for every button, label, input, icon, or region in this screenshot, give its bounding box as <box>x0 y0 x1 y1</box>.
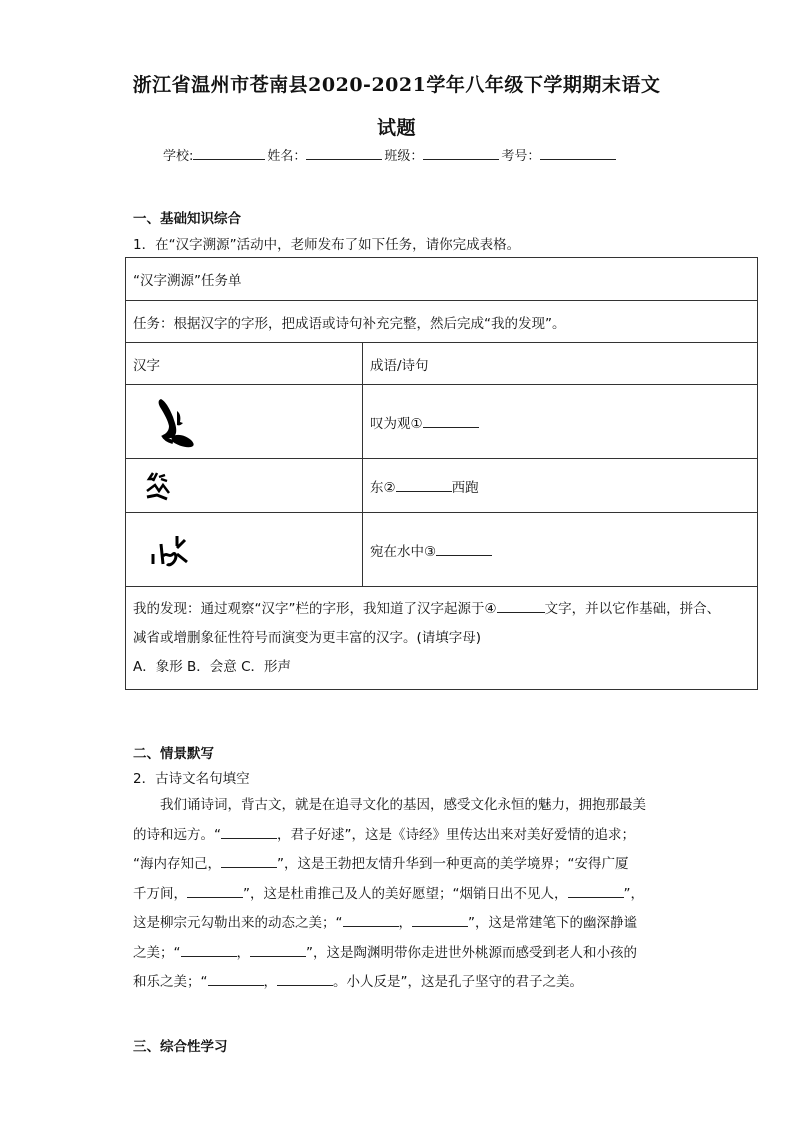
column-header-hanzi: 汉字 <box>126 343 363 385</box>
para-text-4b: ”，这是杜甫推己及人的美好愿望；“烟销日出不见人， <box>243 885 568 902</box>
para-text-3a: “海内存知己， <box>133 856 221 872</box>
para-text-7b: ， <box>263 974 277 990</box>
exam-number-label: 考号： <box>501 149 541 164</box>
poem-blank-7[interactable] <box>181 943 237 957</box>
answer-blank-2[interactable] <box>396 478 452 492</box>
poem-cell-3 <box>363 513 758 587</box>
poem-cell-1 <box>363 385 758 459</box>
answer-blank-4[interactable] <box>497 599 545 613</box>
name-field[interactable] <box>306 147 382 160</box>
para-text-6c: ”，这是陶渊明带你走进世外桃源而感受到老人和小孩的 <box>306 944 637 961</box>
glyph-cell-2 <box>126 459 363 513</box>
poem-blank-6[interactable] <box>412 913 468 927</box>
poem-1-text: 叹为观① <box>370 415 423 432</box>
para-line-6 <box>133 939 665 969</box>
glyph-cell-3 <box>126 513 363 587</box>
class-field[interactable] <box>423 147 499 160</box>
section-3-heading: 三、综合性学习 <box>133 1039 228 1055</box>
school-label: 学校: <box>163 149 194 164</box>
para-text-5b: ， <box>398 915 412 931</box>
exam-title-line-1: 浙江省温州市苍南县2020-2021学年八年级下学期期末语文 <box>132 74 661 96</box>
question-2-paragraph <box>133 791 665 998</box>
poem-blank-2[interactable] <box>221 854 277 868</box>
finding-line-2: 减省或增删象征性符号而演变为更丰富的汉字。(请填字母) <box>133 629 482 646</box>
task-instruction: 任务：根据汉字的字形，把成语或诗句补充完整，然后完成“我的发现”。 <box>126 301 758 343</box>
question-1-text: 1．在“汉字溯源”活动中，老师发布了如下任务，请你完成表格。 <box>133 237 521 253</box>
para-text-4c: ”， <box>623 885 644 902</box>
school-field[interactable] <box>193 147 265 160</box>
para-line-5 <box>133 909 665 939</box>
finding-options: A．象形 B．会意 C．形声 <box>133 658 292 675</box>
poem-blank-8[interactable] <box>250 943 306 957</box>
finding-text-before: 我的发现：通过观察“汉字”栏的字形，我知道了汉字起源于④ <box>133 600 497 617</box>
ancient-character-1-icon <box>147 395 207 449</box>
ancient-character-2-icon <box>141 469 181 503</box>
task-table <box>125 257 758 690</box>
student-info-row <box>163 145 618 164</box>
answer-blank-3[interactable] <box>436 542 492 556</box>
poem-cell-2 <box>363 459 758 513</box>
class-label: 班级： <box>384 149 424 164</box>
task-table-title: “汉字溯源”任务单 <box>126 258 758 301</box>
answer-blank-1[interactable] <box>423 414 479 428</box>
finding-text-after: 文字，并以它作基础，拼合、 <box>544 600 721 617</box>
poem-blank-5[interactable] <box>343 913 399 927</box>
poem-blank-4[interactable] <box>568 884 624 898</box>
para-text-7c: 。小人反是”，这是孔子坚守的君子之美。 <box>333 974 583 990</box>
finding-cell <box>126 587 758 690</box>
para-line-4 <box>133 880 665 910</box>
column-header-poem: 成语/诗句 <box>363 343 758 385</box>
para-text-4a: 千万间， <box>133 885 187 902</box>
exam-number-field[interactable] <box>540 147 616 160</box>
para-text-5a: 这是柳宗元勾勒出来的动态之美；“ <box>133 915 343 931</box>
para-line-2 <box>133 821 665 851</box>
poem-blank-3[interactable] <box>187 884 243 898</box>
para-text-3b: ”，这是王勃把友情升华到一种更高的美学境界；“安得广厦 <box>277 856 629 872</box>
poem-blank-10[interactable] <box>277 972 333 986</box>
exam-title-line-2: 试题 <box>376 117 416 139</box>
para-line-1 <box>133 791 665 821</box>
section-2-heading: 二、情景默写 <box>133 746 214 762</box>
glyph-cell-1 <box>126 385 363 459</box>
para-text-1: 我们诵诗词，背古文，就是在追寻文化的基因，感受文化永恒的魅力，拥抱那最美 <box>160 797 646 813</box>
poem-blank-1[interactable] <box>221 825 277 839</box>
para-text-2b: ，君子好逑”，这是《诗经》里传达出来对美好爱情的追求； <box>277 826 635 843</box>
para-text-5c: ”，这是常建笔下的幽深静谧 <box>468 915 637 931</box>
poem-blank-9[interactable] <box>208 972 264 986</box>
para-line-7 <box>133 968 665 998</box>
para-line-3 <box>133 850 665 880</box>
question-2-text: 2．古诗文名句填空 <box>133 771 250 787</box>
ancient-character-3-icon <box>147 528 197 572</box>
poem-3-text: 宛在水中③ <box>370 543 437 560</box>
finding-line-1 <box>133 595 750 624</box>
poem-2-text-before: 东② <box>370 479 396 496</box>
para-text-7a: 和乐之美；“ <box>133 974 208 990</box>
para-text-6b: ， <box>236 944 250 961</box>
poem-2-text-after: 西跑 <box>451 479 479 496</box>
para-text-6a: 之美；“ <box>133 944 181 961</box>
section-1-heading: 一、基础知识综合 <box>133 211 241 227</box>
para-text-2a: 的诗和远方。“ <box>133 826 221 843</box>
name-label: 姓名： <box>267 149 307 164</box>
